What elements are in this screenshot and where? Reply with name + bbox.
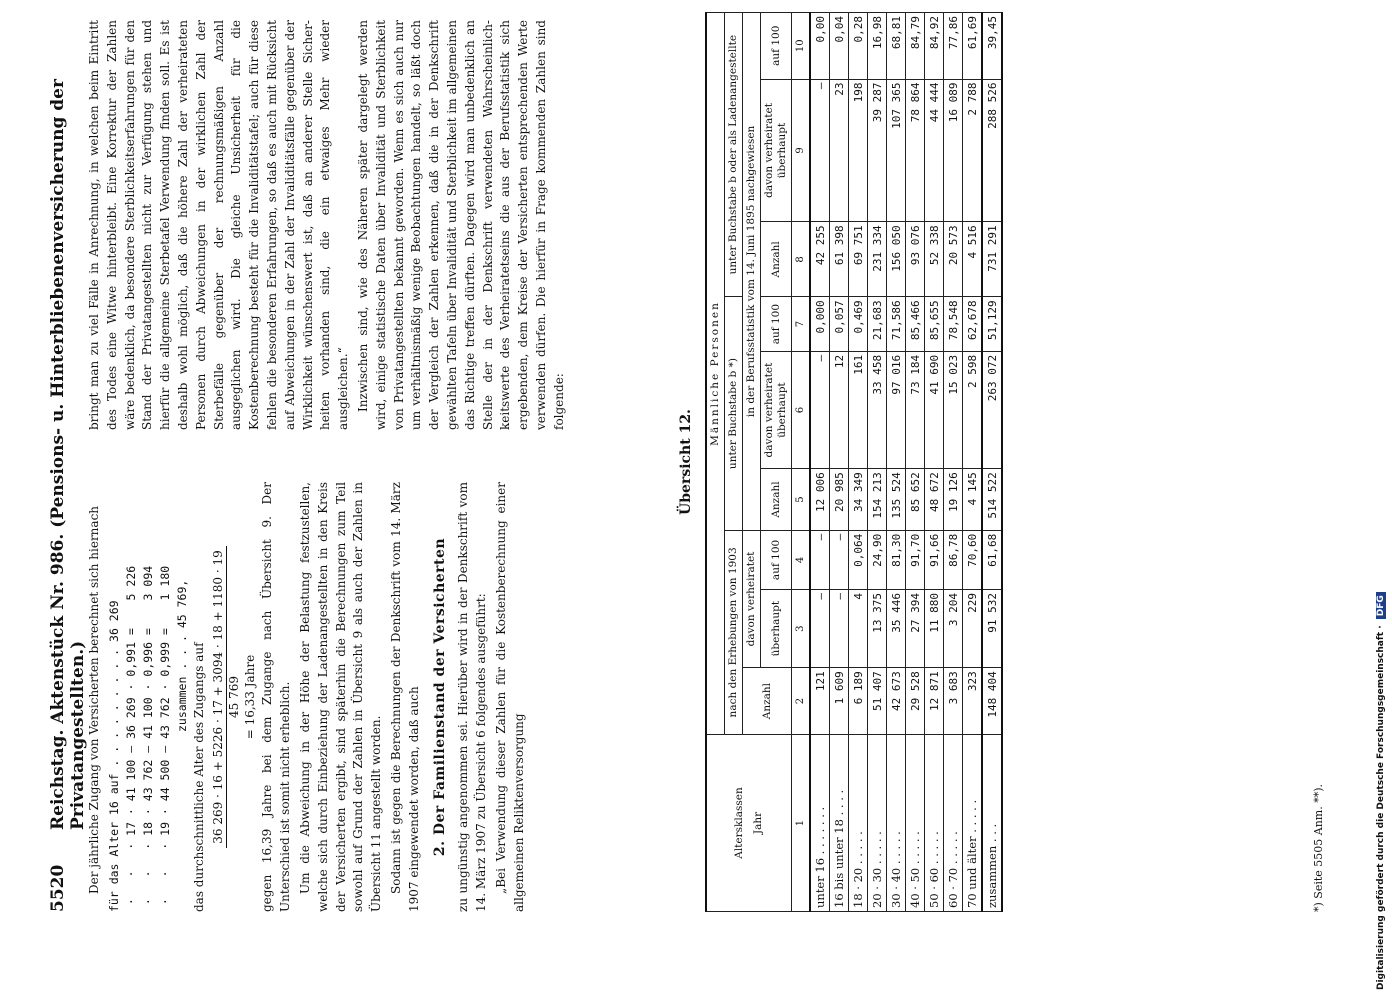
header-ueberhaupt-c	[761, 79, 792, 222]
avg-formula	[211, 482, 242, 912]
paragraph-4: zu ungünstig angenommen sei. Hierüber wird in der Denkschrift vom 14. März 1907 zu Übersicht 6 folgendes ausgeführt:	[456, 482, 489, 912]
cell-c7: 85,466	[906, 297, 925, 352]
scanned-document	[0, 10, 1383, 970]
cell-c9: 288 526	[982, 79, 1002, 222]
colnum-5: 5	[792, 469, 811, 531]
header-group-a: nach den Erhebungen von 1903	[725, 530, 743, 734]
cell-c7: 51,129	[982, 297, 1002, 352]
right-column	[86, 20, 571, 430]
digitization-notice	[1360, 10, 1386, 990]
colnum-9: 9	[792, 79, 811, 222]
cell-c4: 0,064	[849, 530, 868, 589]
cell-age: 30 · 40 . . . . .	[887, 735, 906, 912]
cell-c8: 731 291	[982, 222, 1002, 297]
header-ueberhaupt-b	[761, 351, 792, 468]
cell-c2: 323	[963, 668, 983, 735]
paragraph-5: „Bei Verwendung dieser Zahlen für die Kostenberechnung einer allgemeinen Reliktenversorgung	[493, 482, 526, 912]
cell-c2: 1 609	[830, 668, 849, 735]
cell-c8: 4 516	[963, 222, 983, 297]
cell-c5: 514 522	[982, 469, 1002, 531]
cell-c9: 107 365	[887, 79, 906, 222]
data-table	[705, 12, 1003, 912]
table-row	[810, 13, 830, 912]
cell-c2: 29 528	[906, 668, 925, 735]
cell-c3: 11 880	[925, 590, 944, 668]
table-row	[849, 13, 868, 912]
cell-c5: 19 126	[944, 469, 963, 531]
colnum-10: 10	[792, 13, 811, 80]
cell-c8: 52 338	[925, 222, 944, 297]
cell-c9: 78 864	[906, 79, 925, 222]
cell-c2: 3 683	[944, 668, 963, 735]
footnote: *) Seite 5505 Anm. **).	[1312, 783, 1325, 912]
header-group-c: unter Buchstabe b oder als Ladenangestellte	[725, 13, 743, 297]
cell-c6: —	[810, 351, 830, 468]
cell-c7: 62,678	[963, 297, 983, 352]
cell-c10: 39,45	[982, 13, 1002, 80]
cell-c8: 61 398	[830, 222, 849, 297]
cell-c9: 198	[849, 79, 868, 222]
cell-c4: —	[830, 530, 849, 589]
dfg-logo: DFG	[1376, 592, 1386, 619]
cell-c6: 15 023	[944, 351, 963, 468]
table-row	[906, 13, 925, 912]
sum-line-18: · · · 18 · 43 762 — 41 100 · 0,996 = 3 094	[140, 565, 155, 912]
cell-c4: 86,78	[944, 530, 963, 589]
cell-c8: 69 751	[849, 222, 868, 297]
header-ueberhaupt-a: überhaupt	[761, 590, 792, 668]
colnum-1: 1	[792, 735, 811, 912]
cell-c2: 6 189	[849, 668, 868, 735]
header-age-label: Altersklassen	[733, 787, 745, 859]
header-anzahl-b: Anzahl	[761, 469, 792, 531]
header-census: in der Berufsstatistik vom 14. Juni 1895 nachgewiesen	[743, 13, 761, 531]
header-auf100-c: auf 100	[761, 13, 792, 80]
table-row	[925, 13, 944, 912]
cell-age: 20 · 30 . . . . .	[868, 735, 887, 912]
cell-c6: 73 184	[906, 351, 925, 468]
cell-c3: —	[810, 590, 830, 668]
cell-age: 18 · 20 . . . . .	[849, 735, 868, 912]
cell-c9: 16 089	[944, 79, 963, 222]
header-age-sub: Jahr	[752, 811, 764, 835]
digitization-notice-rotated	[1374, 10, 1392, 990]
header-ueberhaupt-b-label: überhaupt	[776, 382, 788, 438]
cell-c7: 85,655	[925, 297, 944, 352]
cell-c2: 121	[810, 668, 830, 735]
table-title: Übersicht 12.	[678, 409, 694, 515]
cell-age: 50 · 60 . . . . .	[925, 735, 944, 912]
cell-c5: 34 349	[849, 469, 868, 531]
cell-c3: 35 446	[887, 590, 906, 668]
paragraph-3: Sodann ist gegen die Berechnungen der Denkschrift vom 14. März 1907 eingewendet worden, daß auch	[388, 482, 421, 912]
cell-c4: 70,60	[963, 530, 983, 589]
cell-c3: —	[830, 590, 849, 668]
header-davon-c: davon verheiratet	[763, 103, 775, 198]
cell-c5: 4 145	[963, 469, 983, 531]
cell-c8: 231 334	[868, 222, 887, 297]
colnum-2: 2	[792, 668, 811, 735]
cell-c10: 68,81	[887, 13, 906, 80]
cell-age: unter 16 . . . . . . .	[810, 735, 830, 912]
table-row	[963, 13, 983, 912]
header-davon-b: davon verheiratet	[763, 362, 775, 458]
cell-age: 60 · 70 . . . . .	[944, 735, 963, 912]
cell-c8: 93 076	[906, 222, 925, 297]
colnum-3: 3	[792, 590, 811, 668]
cell-c6: 41 690	[925, 351, 944, 468]
cell-c10: 84,79	[906, 13, 925, 80]
cell-c3: 13 375	[868, 590, 887, 668]
cell-c4: 24,90	[868, 530, 887, 589]
cell-c2: 42 673	[887, 668, 906, 735]
avg-intro: das durchschnittliche Alter des Zugangs auf	[191, 642, 206, 912]
avg-numerator: 36 269 · 16 + 5226 · 17 + 3094 · 18 + 1180 · 19	[211, 546, 227, 848]
table-container	[705, 12, 1003, 912]
cell-age: 40 · 50 . . . . .	[906, 735, 925, 912]
cell-c5: 20 985	[830, 469, 849, 531]
section-heading: 2. Der Familienstand der Versicherten	[431, 537, 448, 857]
cell-c2: 148 404	[982, 668, 1002, 735]
cell-c6: 161	[849, 351, 868, 468]
sum-line-17: · · · 17 · 41 100 — 36 269 · 0,991 = 5 226	[123, 565, 138, 912]
cell-c8: 42 255	[810, 222, 830, 297]
header-anzahl-c: Anzahl	[761, 222, 792, 297]
cell-c9: 44 444	[925, 79, 944, 222]
table-header-row-1	[706, 13, 725, 912]
cell-c6: 97 016	[887, 351, 906, 468]
header-group-b: unter Buchstabe b *)	[725, 297, 743, 530]
cell-c2: 12 871	[925, 668, 944, 735]
cell-c9: —	[810, 79, 830, 222]
cell-c9: 23	[830, 79, 849, 222]
colnum-8: 8	[792, 222, 811, 297]
cell-age: 70 und älter . . . . .	[963, 735, 983, 912]
paragraph-7: Inzwischen sind, wie des Näheren später dargelegt werden wird, einige statistische Daten über Invalidität und Sterblichkeit von Privatangestellten bekannt geworden. Wenn es sich auch nur um verhältnismäßig wenige Beobachtungen handelt, so läßt doch der Vergleich der Zahlen erkennen, daß die in der Denkschrift gewählten Tafeln über Invalidität und Sterblichkeit im allgemeinen das Richtige treffen dürften. Dagegen wird man unbedenklich an Stelle der in der Denkschrift verwendeten Wahrscheinlichkeitswerte des Verheiratetseins die aus der Berufsstatistik sich ergebenden, dem Kreise der Versicherten entsprechenden Werte verwenden dürfen. Die hierfür in Frage kommenden Zahlen sind folgende:	[355, 20, 566, 430]
colnum-4: 4	[792, 530, 811, 589]
cell-age: 16 bis unter 18 . . . .	[830, 735, 849, 912]
page-number: 5520	[48, 864, 68, 912]
cell-c6: 263 072	[982, 351, 1002, 468]
header-auf100-a: auf 100	[761, 530, 792, 589]
header-auf100-b: auf 100	[761, 297, 792, 352]
header-age	[706, 735, 792, 912]
cell-c5: 12 006	[810, 469, 830, 531]
intro-text: Der jährliche Zugang von Versicherten berechnet sich hiernach	[87, 505, 101, 894]
cell-c8: 20 573	[944, 222, 963, 297]
cell-c6: 2 598	[963, 351, 983, 468]
table-body	[810, 13, 1002, 912]
table-row	[830, 13, 849, 912]
sum-line-19: · · · 19 · 44 500 — 43 762 · 0,999 = 1 180	[157, 565, 172, 912]
paragraph-2: Um die Abweichung in der Höhe der Belastung festzustellen, welche sich durch Einbeziehung der Ladenangestellten in den Kreis der Versicherten ergibt, sind späterhin die Berechnungen zum Teil sowohl auf Grund der Zahlen in Übersicht 9 als auch der Zahlen in Übersicht 11 angestellt worden.	[297, 482, 384, 912]
cell-c7: 0,057	[830, 297, 849, 352]
cell-c3: 27 394	[906, 590, 925, 668]
table-row	[868, 13, 887, 912]
cell-c10: 0,28	[849, 13, 868, 80]
cell-c5: 85 652	[906, 469, 925, 531]
cell-c4: —	[810, 530, 830, 589]
cell-c4: 61,68	[982, 530, 1002, 589]
page-title: Reichstag. Aktenstück Nr. 986. (Pensions- u. Hinterbliebenenversicherung der Privatangestellten.)	[48, 79, 88, 830]
cell-c7: 21,683	[868, 297, 887, 352]
cell-c7: 71,586	[887, 297, 906, 352]
cell-c9: 2 788	[963, 79, 983, 222]
cell-c3: 4	[849, 590, 868, 668]
left-column	[86, 482, 531, 912]
cell-c4: 91,66	[925, 530, 944, 589]
cell-age: zusammen . . .	[982, 735, 1002, 912]
colnum-7: 7	[792, 297, 811, 352]
cell-c5: 135 524	[887, 469, 906, 531]
cell-c3: 91 532	[982, 590, 1002, 668]
colnum-6: 6	[792, 351, 811, 468]
cell-c10: 0,04	[830, 13, 849, 80]
table-column-numbers	[792, 13, 811, 912]
header-davon-a: davon verheiratet	[743, 530, 761, 667]
page-header	[48, 32, 88, 912]
cell-c10: 16,98	[868, 13, 887, 80]
sum-line-16: für das Alter 16 auf . . . . . . . . . 36 269	[106, 600, 121, 912]
table-row	[887, 13, 906, 912]
cell-c5: 48 672	[925, 469, 944, 531]
cell-c10: 84,92	[925, 13, 944, 80]
cell-c10: 0,00	[810, 13, 830, 80]
avg-fraction	[211, 546, 242, 848]
cell-c7: 0,000	[810, 297, 830, 352]
paragraph-6: bringt man zu viel Fälle in Anrechnung, in welchen beim Eintritt des Todes eine Witwe hinterbleibt. Eine Korrektur der Zahlen wäre bedenklich, da besondere Sterblichkeitserfahrungen für den Stand der Privatangestellten nicht zur Verfügung stehen und hierfür die allgemeine Sterbetafel Verwendung finden soll. Es ist deshalb wohl möglich, daß die höhere Zahl der verheirateten Personen durch Abweichungen in der wirklichen Zahl der Sterbefälle gegenüber der rechnungsmäßigen Anzahl ausgeglichen wird. Die gleiche Unsicherheit für die Kostenberechnung besteht für die Invaliditätstafel; auch für diese fehlen die besonderen Erfahrungen, so daß es auch mit Rücksicht auf Abweichungen in der Zahl der Invaliditätsfälle gegenüber der Wirklichkeit wünschenswert ist, daß an anderer Stelle Sicherheiten vorhanden sind, die ein etwaiges Mehr wieder ausgleichen.“	[87, 20, 351, 430]
cell-c9: 39 287	[868, 79, 887, 222]
header-anzahl-a: Anzahl	[743, 668, 792, 735]
cell-c7: 0,469	[849, 297, 868, 352]
cell-c3: 3 204	[944, 590, 963, 668]
cell-c4: 91,70	[906, 530, 925, 589]
table-total-row	[982, 13, 1002, 912]
sum-total: zusammen . . . 45 769,	[174, 579, 189, 912]
cell-c6: 33 458	[868, 351, 887, 468]
paragraph-1: gegen 16,39 Jahre bei dem Zugange nach Übersicht 9. Der Unterschied ist somit nicht erheblich.	[260, 482, 293, 912]
cell-c10: 77,86	[944, 13, 963, 80]
cell-c4: 81,30	[887, 530, 906, 589]
header-ueberhaupt-c-label: überhaupt	[776, 122, 788, 179]
digitization-text: Digitalisierung gefördert durch die Deutsche Forschungsgemeinschaft ·	[1376, 625, 1386, 990]
table-row	[944, 13, 963, 912]
header-male-persons: Männliche Personen	[706, 13, 725, 735]
avg-denominator: 45 769	[226, 676, 241, 719]
cell-c2: 51 407	[868, 668, 887, 735]
cell-c5: 154 213	[868, 469, 887, 531]
cell-c3: 229	[963, 590, 983, 668]
cell-c6: 12	[830, 351, 849, 468]
cell-c10: 61,69	[963, 13, 983, 80]
avg-result: = 16,33 Jahre	[242, 654, 257, 740]
cell-c7: 78,548	[944, 297, 963, 352]
cell-c8: 156 050	[887, 222, 906, 297]
